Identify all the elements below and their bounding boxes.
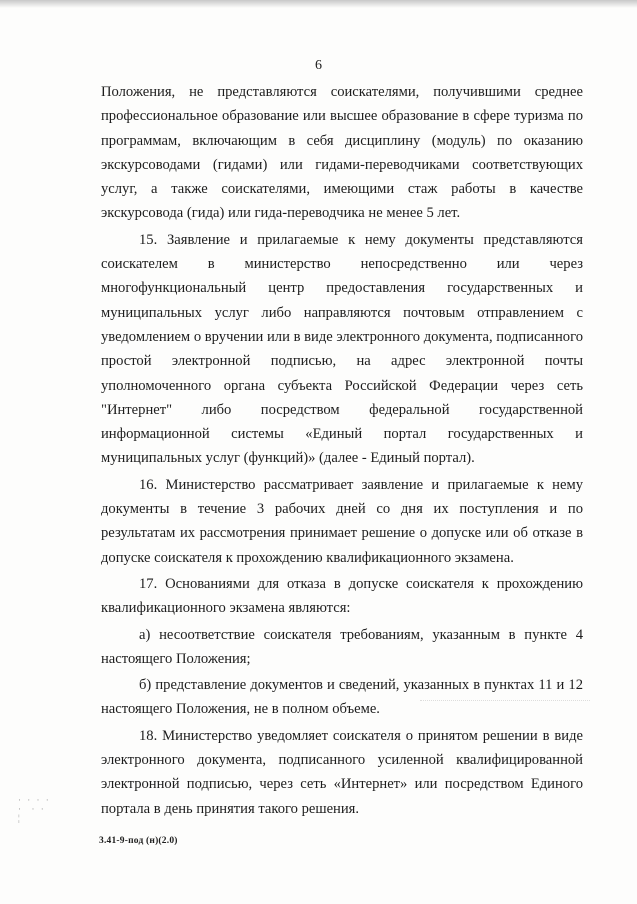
- paragraph-17a: а) несоответствие соискателя требованиям, указанным в пункте 4 настоящего Положения;: [101, 626, 583, 667]
- scan-noise: [420, 700, 590, 721]
- paragraph-17b: б) представление документов и сведений, указанных в пунктах 11 и 12 настоящего Положения, не в полном объеме.: [101, 677, 583, 718]
- scan-artifact: · · · · · · · ¦: [18, 795, 51, 823]
- paragraph-17: 17. Основаниями для отказа в допуске соискателя к прохождению квалификационного экзамена являются:: [101, 575, 583, 617]
- paragraph-15: 15. Заявление и прилагаемые к нему документы представляются соискателем в министерство непосредственно или через многофункциональный центр предоставления государственных и муниципальных услуг либо направляются почтовым отправлением с уведомлением о вручении или в виде электронного документа, подписанного простой электронной подписью, на адрес электронной почты уполномоченного органа субъекта Российской Федерации через сеть "Интернет" либо посредством федеральной государственной информационной системы «Единый портал государственных и муниципальных услуг (функций)» (далее - Единый портал).: [101, 231, 583, 467]
- paragraph-continuation: Положения, не представляются соискателями, получившими среднее профессиональное образование или высшее образование в сфере туризма по программам, включающим в себя дисциплину (модуль) по оказанию экскурсоводами (гидами) или гидами-переводчиками соответствующих услуг, а также соискателями, имеющими стаж работы в качестве экскурсовода (гида) или гида-переводчика не менее 5 лет.: [101, 84, 583, 222]
- document-code: 3.41-9-под (н)(2.0): [99, 836, 178, 846]
- paragraph-18: 18. Министерство уведомляет соискателя о принятом решении в виде электронного документа, подписанного усиленной квалифицированной электронной подписью, через сеть «Интернет» или посредством Единого портала в день принятия такого решения.: [101, 727, 583, 817]
- page-number: 6: [315, 58, 322, 73]
- paragraph-16: 16. Министерство рассматривает заявление и прилагаемые к нему документы в течение 3 рабочих дней со дня их поступления и по результатам их рассмотрения принимает решение о допуске или об отказе в допуске соискателя к прохождению квалификационного экзамена.: [101, 476, 583, 566]
- scan-edge: [0, 0, 637, 8]
